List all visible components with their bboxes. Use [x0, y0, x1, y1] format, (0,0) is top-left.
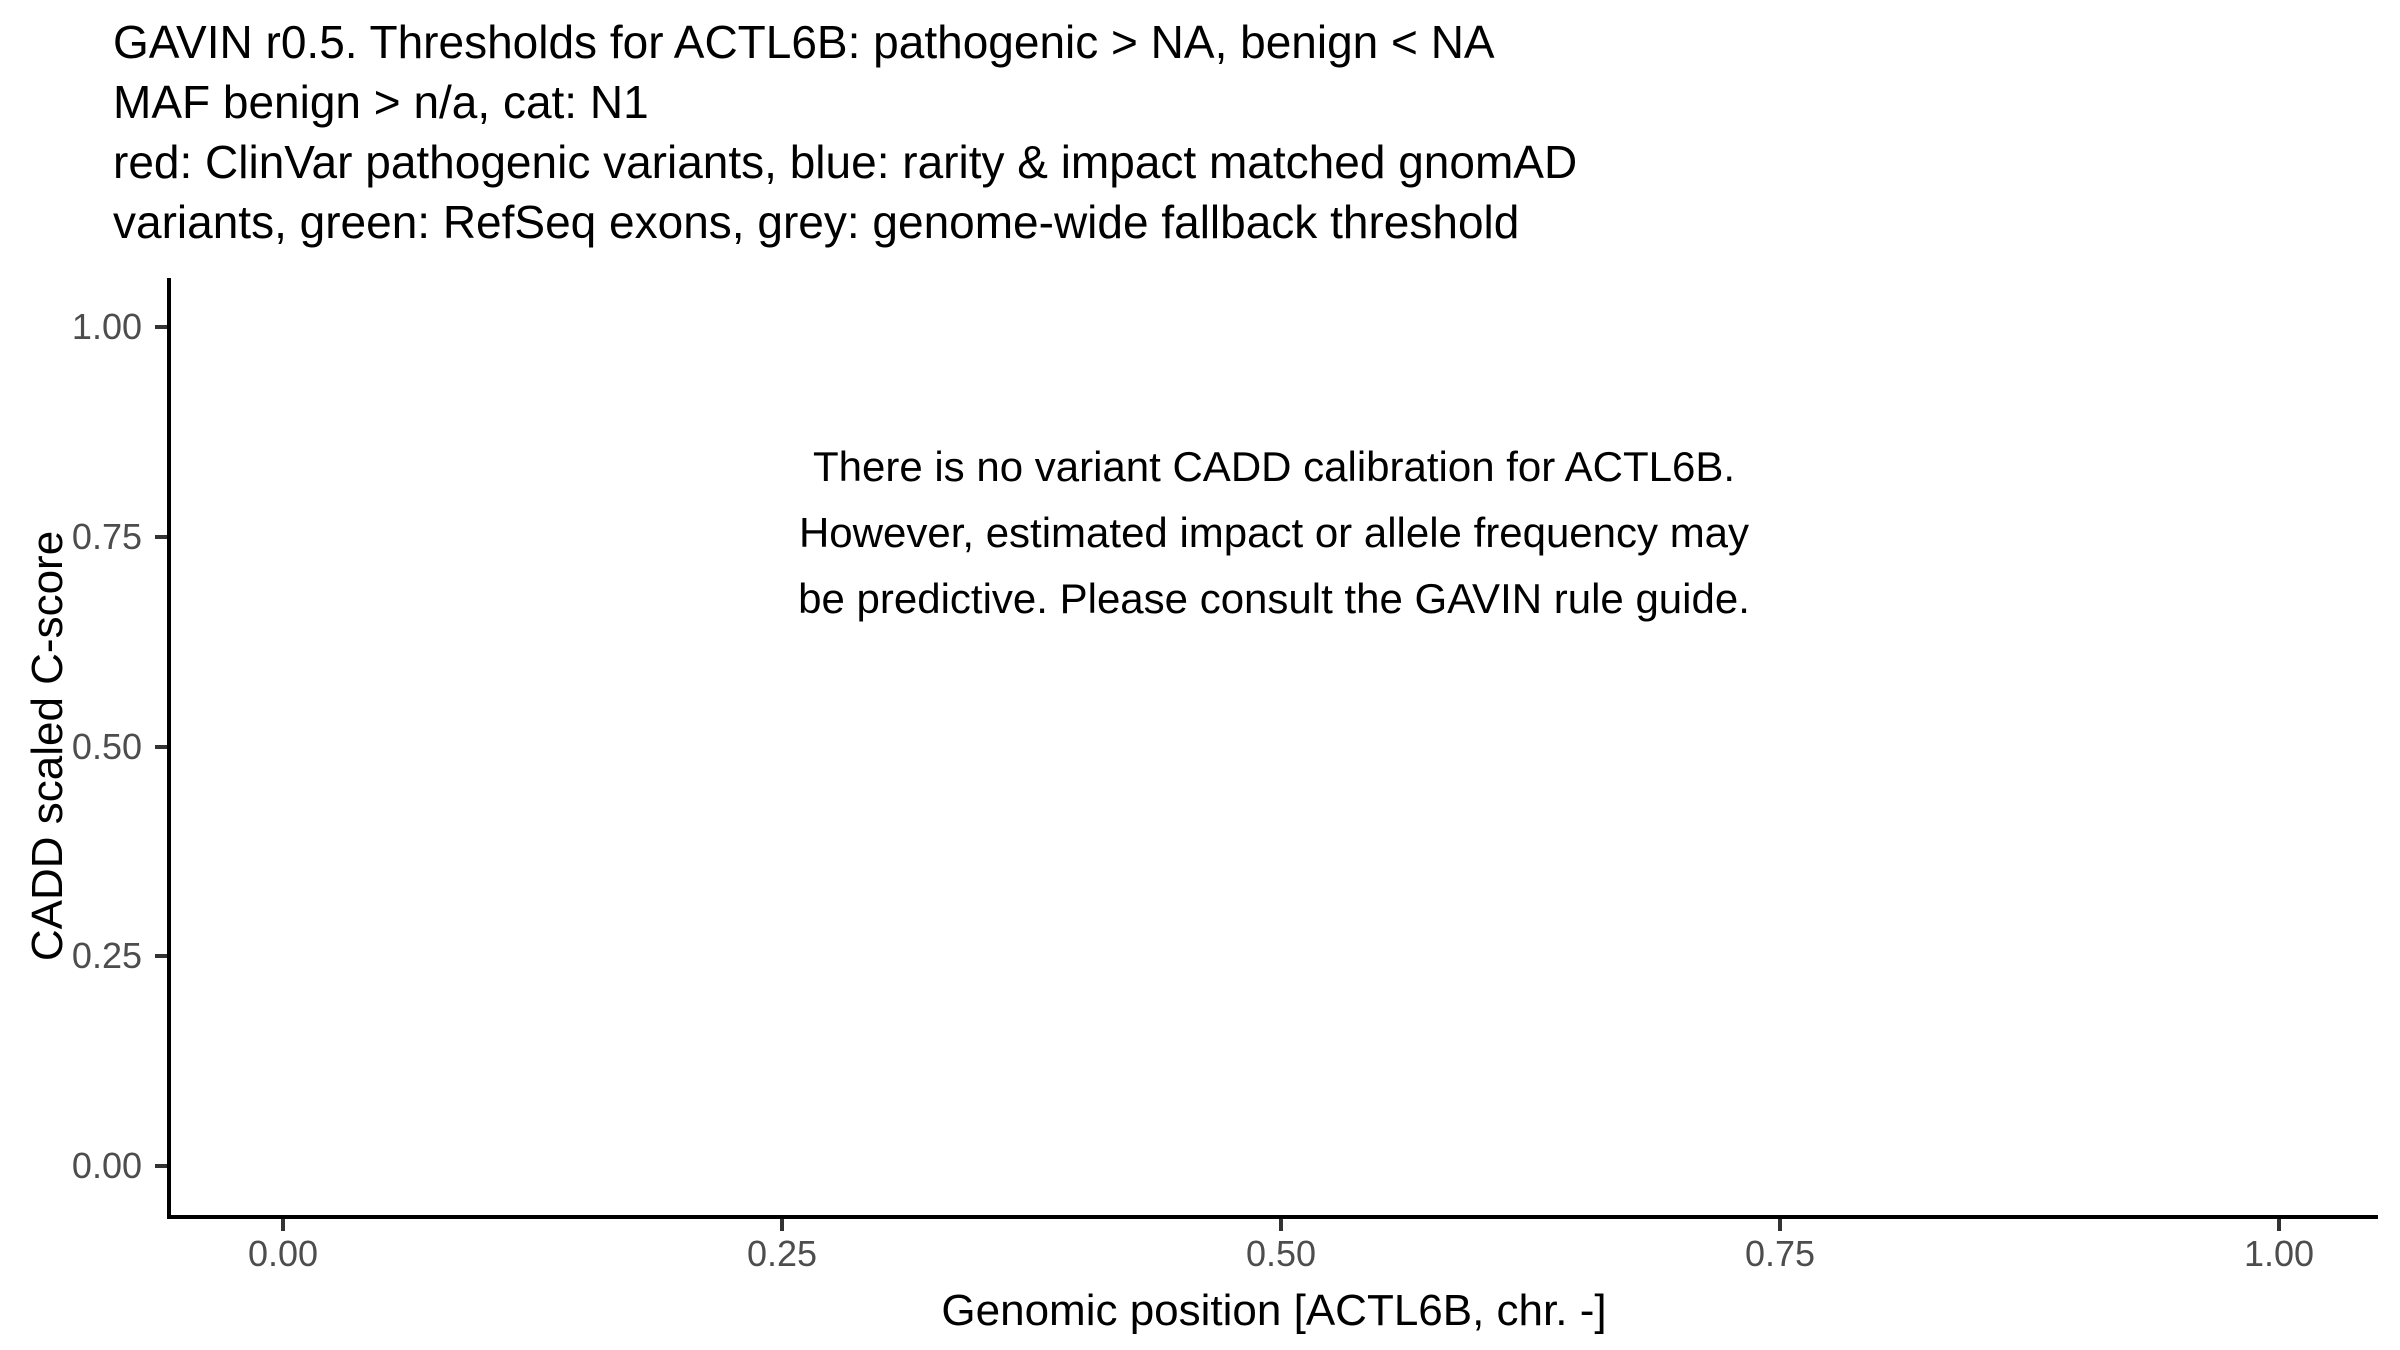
- y-tick-label: 0.25: [71, 935, 142, 976]
- x-tick-label: 0.00: [247, 1233, 319, 1274]
- y-tick-mark: [155, 954, 167, 958]
- x-tick-label: 0.75: [1744, 1233, 1816, 1274]
- x-tick-mark: [1778, 1219, 1782, 1231]
- y-tick-mark: [155, 1164, 167, 1168]
- x-axis-title: Genomic position [ACTL6B, chr. -]: [941, 1286, 1607, 1335]
- x-tick-mark: [281, 1219, 285, 1231]
- annotation-line-3: be predictive. Please consult the GAVIN rule guide.: [798, 575, 1750, 622]
- x-tick-label: 0.25: [746, 1233, 818, 1274]
- annotation-line-2: However, estimated impact or allele frequency may: [798, 509, 1750, 556]
- x-tick-mark: [2277, 1219, 2281, 1231]
- x-tick-mark: [780, 1219, 784, 1231]
- x-tick-mark: [1279, 1219, 1283, 1231]
- y-axis-title: CADD scaled C-score: [23, 530, 72, 962]
- y-tick-label: 1.00: [71, 306, 142, 347]
- y-tick-mark: [155, 325, 167, 329]
- chart-title-line-1: GAVIN r0.5. Thresholds for ACTL6B: pathogenic > NA, benign < NA: [113, 16, 1495, 68]
- x-tick-label: 1.00: [2243, 1233, 2315, 1274]
- x-tick-label: 0.50: [1245, 1233, 1317, 1274]
- y-tick-label: 0.50: [71, 726, 142, 767]
- chart-title-line-2: MAF benign > n/a, cat: N1: [113, 76, 649, 128]
- y-tick-label: 0.00: [71, 1145, 142, 1186]
- annotation-line-1: There is no variant CADD calibration for ACTL6B.: [812, 443, 1736, 490]
- y-axis-line: [167, 278, 171, 1219]
- chart-title-line-4: variants, green: RefSeq exons, grey: genome-wide fallback threshold: [113, 196, 1520, 248]
- chart-title: [113, 12, 1577, 252]
- y-tick-mark: [155, 535, 167, 539]
- y-tick-mark: [155, 745, 167, 749]
- plot-panel: [170, 278, 2378, 1215]
- y-tick-label: 0.75: [71, 516, 142, 557]
- x-axis-line: [167, 1215, 2378, 1219]
- chart-title-line-3: red: ClinVar pathogenic variants, blue: rarity & impact matched gnomAD: [113, 136, 1578, 188]
- no-calibration-annotation: [170, 434, 2378, 632]
